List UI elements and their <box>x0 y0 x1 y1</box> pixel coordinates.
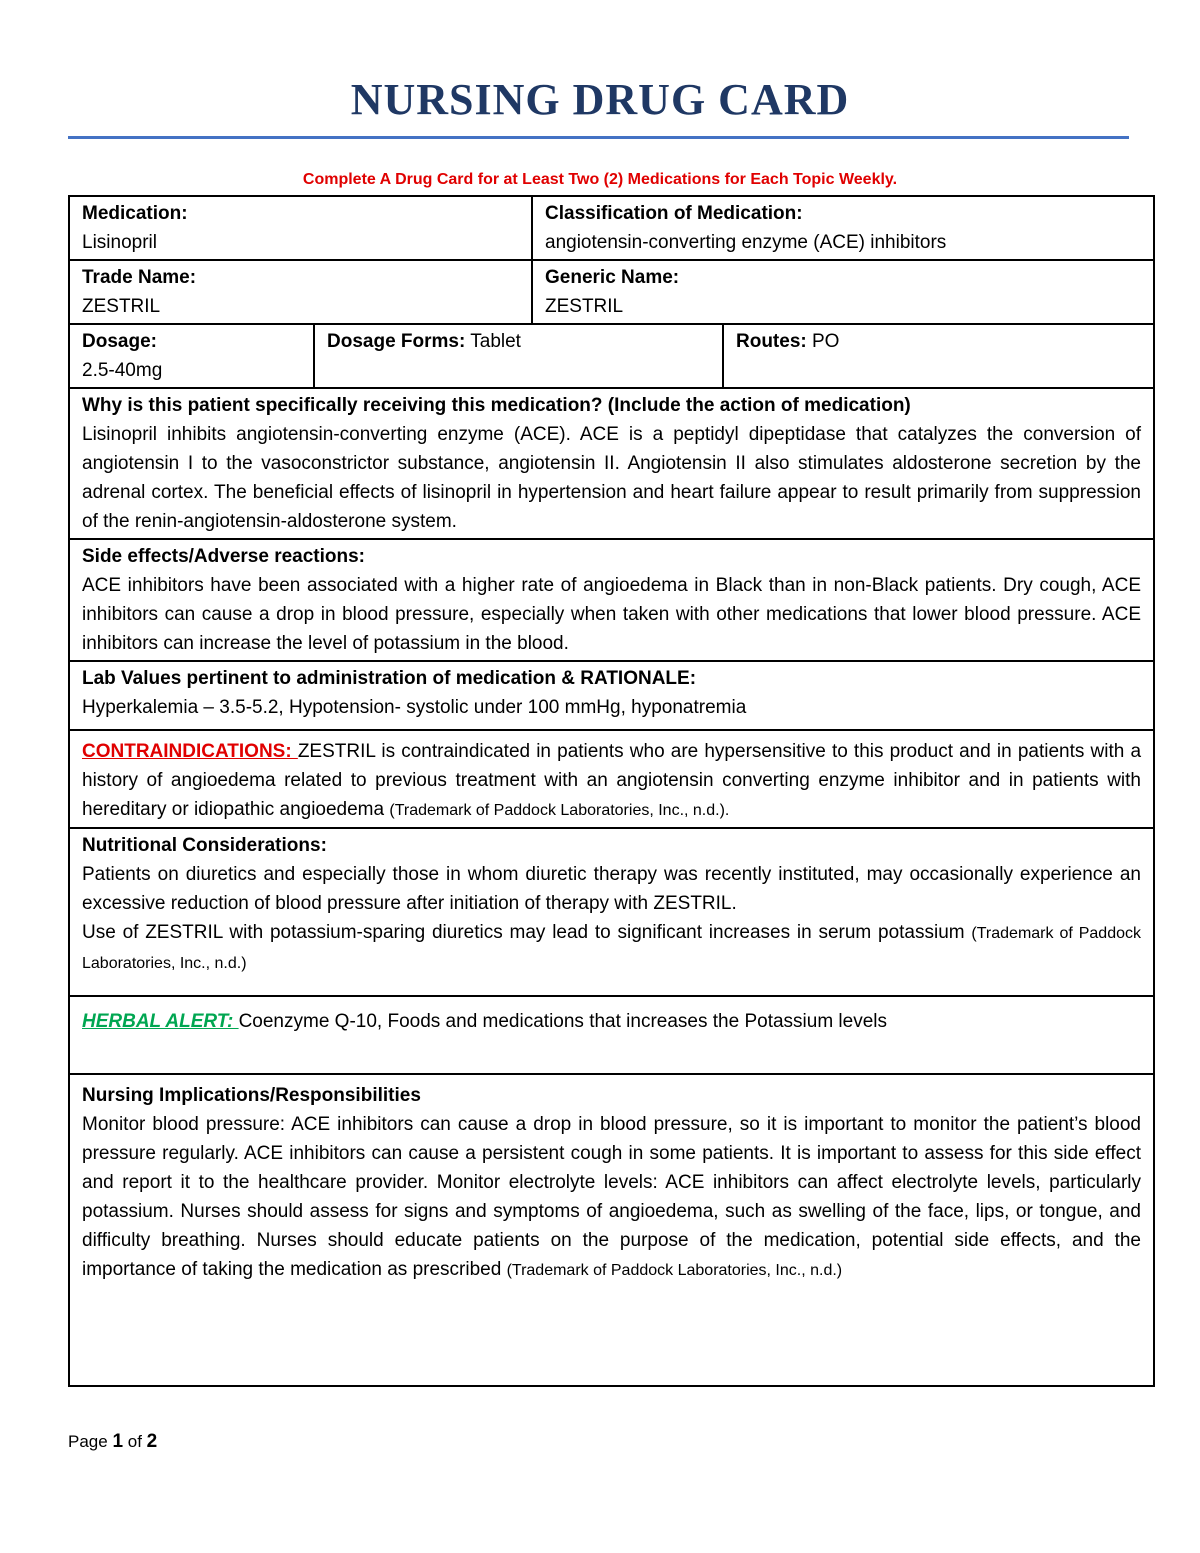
trade-name-value: ZESTRIL <box>82 296 161 317</box>
dosage-value: 2.5-40mg <box>82 360 163 381</box>
page-word: Page <box>68 1432 113 1451</box>
why-label: Why is this patient specifically receiving this medication? (Include the action of medication) <box>82 395 911 416</box>
trade-name-cell <box>69 260 532 324</box>
side-effects-label: Side effects/Adverse reactions: <box>82 546 366 567</box>
row-names <box>69 260 1154 324</box>
contraindications-text: ZESTRIL is contraindicated in patients who are hypersensitive to this product and in patients with a history of angioedema related to previous treatment with an angiotensin converting enzyme inhibitor and in patients with hereditary or idiopathic angioedema <box>82 741 1142 820</box>
side-effects-cell <box>69 539 1154 661</box>
dosage-label: Dosage: <box>82 331 157 352</box>
nutritional-label: Nutritional Considerations: <box>82 835 327 856</box>
trade-name-label: Trade Name: <box>82 267 197 288</box>
nursing-label: Nursing Implications/Responsibilities <box>82 1085 421 1106</box>
row-dosage <box>69 324 1154 388</box>
row-nursing <box>69 1074 1154 1386</box>
nursing-text: Monitor blood pressure: ACE inhibitors can cause a drop in blood pressure, so it is important to monitor the patient’s blood pressure regularly. ACE inhibitors can cause a persistent cough in some patients. It is important to assess for this side effect and report it to the healthcare provider. Monitor electrolyte levels: ACE inhibitors can affect electrolyte levels, particularly potassium. Nurses should assess for signs and symptoms of angioedema, such as swelling of the face, lips, or tongue, and difficulty breathing. Nurses should educate patients on the purpose of the medication, potential side effects, and the importance of taking the medication as prescribed <box>82 1114 1141 1280</box>
routes-cell <box>723 324 1154 388</box>
dosage-forms-label: Dosage Forms: <box>327 331 466 352</box>
page-total: 2 <box>146 1431 158 1452</box>
nutritional-text-2: Use of ZESTRIL with potassium-sparing diuretics may lead to significant increases in serum potassium <box>82 922 972 943</box>
row-herbal <box>69 996 1154 1074</box>
page-number <box>68 1431 157 1453</box>
page-current: 1 <box>112 1431 124 1452</box>
row-nutritional <box>69 828 1154 996</box>
routes-label: Routes: <box>736 331 807 352</box>
row-medication <box>69 196 1154 260</box>
dosage-cell <box>69 324 314 388</box>
classification-label: Classification of Medication: <box>545 203 803 224</box>
row-lab-values <box>69 661 1154 730</box>
why-cell <box>69 388 1154 539</box>
generic-name-value: ZESTRIL <box>545 296 624 317</box>
of-word: of <box>123 1432 147 1451</box>
herbal-alert-text: Coenzyme Q-10, Foods and medications that increases the Potassium levels <box>238 1011 888 1032</box>
dosage-forms-cell <box>314 324 723 388</box>
why-text: Lisinopril inhibits angiotensin-converting enzyme (ACE). ACE is a peptidyl dipeptidase that catalyzes the conversion of angiotensin I to the vasoconstrictor substance, angiotensin II. Angiotensin II also stimulates aldosterone secretion by the adrenal cortex. The beneficial effects of lisinopril in hypertension and heart failure appear to result primarily from suppression of the renin-angiotensin-aldosterone system. <box>82 424 1141 532</box>
classification-cell <box>532 196 1154 260</box>
row-why <box>69 388 1154 539</box>
medication-value: Lisinopril <box>82 232 157 253</box>
dosage-forms-value: Tablet <box>465 331 521 352</box>
lab-values-text: Hyperkalemia – 3.5-5.2, Hypotension- systolic under 100 mmHg, hyponatremia <box>82 697 747 718</box>
contraindications-label: CONTRAINDICATIONS: <box>82 741 298 762</box>
nursing-cell <box>69 1074 1154 1386</box>
nursing-citation: (Trademark of Paddock Laboratories, Inc., n.d.) <box>506 1262 843 1279</box>
generic-name-cell <box>532 260 1154 324</box>
nutritional-text-1: Patients on diuretics and especially those in whom diuretic therapy was recently instituted, may occasionally experience an excessive reduction of blood pressure after initiation of therapy with ZESTRIL. <box>82 864 1141 914</box>
page-title: NURSING DRUG CARD <box>350 75 850 124</box>
drug-card-table <box>68 195 1155 1387</box>
medication-label: Medication: <box>82 203 188 224</box>
classification-value: angiotensin-converting enzyme (ACE) inhibitors <box>545 232 947 253</box>
routes-value: PO <box>806 331 840 352</box>
nutritional-cell <box>69 828 1154 996</box>
side-effects-text: ACE inhibitors have been associated with a higher rate of angioedema in Black than in non-Black patients. Dry cough, ACE inhibitors can cause a drop in blood pressure, especially when taken with other medications that lower blood pressure. ACE inhibitors can increase the level of potassium in the blood. <box>82 575 1141 654</box>
title-divider <box>68 136 1129 139</box>
nutritional-citation: (Trademark of Paddock Laboratories, Inc., n.d.) <box>82 925 1141 972</box>
lab-values-label: Lab Values pertinent to administration of medication & RATIONALE: <box>82 668 697 689</box>
row-side-effects <box>69 539 1154 661</box>
contraindications-citation: (Trademark of Paddock Laboratories, Inc., n.d.). <box>389 802 730 819</box>
instruction-text: Complete A Drug Card for at Least Two (2) Medications for Each Topic Weekly. <box>302 171 898 188</box>
contraindications-cell <box>69 730 1154 828</box>
medication-cell <box>69 196 532 260</box>
lab-values-cell <box>69 661 1154 730</box>
generic-name-label: Generic Name: <box>545 267 680 288</box>
row-contraindications <box>69 730 1154 828</box>
herbal-cell <box>69 996 1154 1074</box>
herbal-alert-label: HERBAL ALERT: <box>82 1011 239 1032</box>
